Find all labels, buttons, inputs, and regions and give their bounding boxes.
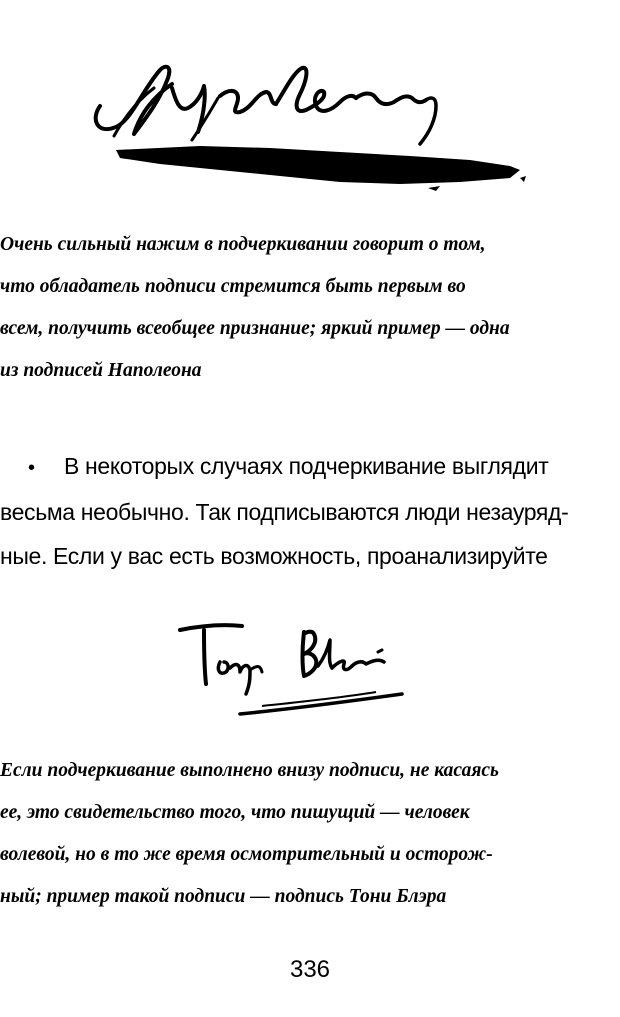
- caption-line: ее, это свидетельство того, что пишущий — человек: [0, 802, 470, 823]
- caption-line: ный; пример такой подписи — подпись Тони Блэра: [0, 886, 447, 907]
- blair-signature-caption: [0, 750, 612, 918]
- caption-line: Если подчеркивание выполнено внизу подписи, не касаясь: [0, 760, 499, 781]
- caption-line: волевой, но в то же время осмотрительный и осторож-: [0, 844, 493, 865]
- napoleon-signature-caption: [0, 224, 612, 392]
- paragraph-line: ные. Если у вас есть возможность, проанализируйте: [0, 543, 548, 569]
- caption-line: Очень сильный нажим в подчеркивании говорит о том,: [0, 234, 486, 255]
- caption-line: что обладатель подписи стремится быть первым во: [0, 276, 466, 297]
- bullet-icon: •: [28, 457, 35, 479]
- paragraph-line: весьма необычно. Так подписываются люди незауряд-: [0, 499, 569, 525]
- paragraph-line: В некоторых случаях подчеркивание выглядит: [64, 453, 549, 479]
- napoleon-signature-image: [80, 48, 530, 198]
- tony-blair-signature-image: [170, 618, 415, 723]
- caption-line: из подписей Наполеона: [0, 360, 202, 381]
- caption-line: всем, получить всеобщее признание; яркий пример — одна: [0, 318, 510, 339]
- page-number: 336: [289, 956, 331, 983]
- bullet-first-line: [0, 444, 612, 490]
- bullet-paragraph: [0, 444, 612, 578]
